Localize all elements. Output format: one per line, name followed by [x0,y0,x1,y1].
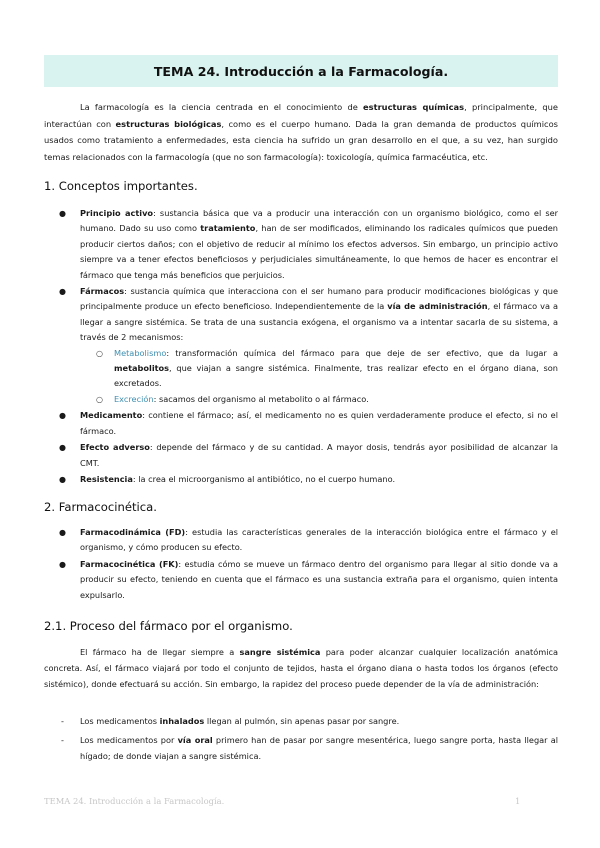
list-item-principio-activo: ● Principio activo: sustancia básica que va a producir una interacción con un organismo biológico, como el ser humano. Dado su uso como tratamiento, han de ser modificados, eliminando los radicales químicos que pueden producir ciertos daños; con el objetivo de reducir al mínimo los efectos adversos. Sin embargo, un principio activo siempre va a tener efectos beneficiosos y perjudiciales simultáneamente, lo que hemos de hacer es encontrar el fármaco que tenga más beneficios que perjuicios. [59,208,558,280]
list-item-resistencia: ● Resistencia: la crea el microorganismo al antibiótico, no el cuerpo humano. [44,472,558,487]
conceptos-list [44,206,558,488]
list-item-farmacodinamica: ● Farmacodinámica (FD): estudia las características generales de la interacción biológica entre el fármaco y el organismo, y cómo producen su efecto. [59,527,559,553]
list-item-farmacocinetica: ● Farmacocinética (FK): estudia cómo se mueve un fármaco dentro del organismo para llegar al sitio donde va a producir su efecto, teniendo en cuenta que el fármaco es una sustancia extraña para el organismo, quien intenta expulsarlo. [59,558,558,600]
bullet-icon: ● [59,411,66,421]
list-item-via-oral: - Los medicamentos por vía oral primero han de pasar por sangre mesentérica, luego sangre porta, hasta llegar al hígado; de donde viajan a sangre sistémica. [61,734,559,761]
circle-bullet-icon: ○ [96,348,103,358]
section-heading-proceso: 2.1. Proceso del fármaco por el organismo. [44,619,293,633]
list-item-medicamento: ● Medicamento: contiene el fármaco; así, el medicamento no es quien verdaderamente produce el efecto, si no el fármaco. [59,410,558,436]
mecanismos-sublist [80,346,558,408]
bullet-icon: ● [59,443,66,453]
section-heading-conceptos: 1. Conceptos importantes. [44,179,198,193]
list-item-efecto-adverso: ● Efecto adverso: depende del fármaco y de su cantidad. A mayor dosis, tendrás ayor posibilidad de alcanzar la CMT. [59,442,558,468]
list-item-inhalados: - Los medicamentos inhalados llegan al pulmón, sin apenas pasar por sangre. [44,714,558,730]
page-number: 1 [515,796,521,806]
proceso-paragraph: El fármaco ha de llegar siempre a sangre sistémica para poder alcanzar cualquier localización anatómica concreta. Así, el fármaco viajará por todo el conjunto de tejidos, hasta el órgano diana o hasta todos los órganos (efecto sistémico), donde efectuará su acción. Sin embargo, la rapidez del proceso puede depender de la vía de administración: [44,647,559,689]
sublist-item-metabolismo: ○ Metabolismo: transformación química del fármaco para que deje de ser efectivo, que da lugar a metabolitos, que viajan a sangre sistémica. Finalmente, tras realizar efecto en el órgano diana, son excretados. [96,347,558,389]
footer-title: TEMA 24. Introducción a la Farmacología. [44,796,225,806]
farmacocinetica-list [44,525,558,604]
circle-bullet-icon: ○ [96,394,103,404]
bullet-icon: ● [59,559,66,569]
bullet-icon: ● [59,287,66,297]
document-title: TEMA 24. Introducción a la Farmacología. [44,55,558,87]
list-item-farmacos: ● Fármacos: sustancia química que interacciona con el ser humano para producir modificaciones biológicas y que principalmente produce un efecto beneficioso. Independientemente de la vía de administración, el fármaco va a llegar a sangre sistémica. Se trata de una sustancia exógena, el organismo va a intentar sacarla de su sistema, a través de 2 mecanismos: ○ Metabolismo: transformación química del fármaco para que deje de ser efectivo, que da lugar a metabolitos, que viajan a sangre sistémica. Finalmente, tras realizar efecto en el órgano diana, son excretados. ○ Excreción: sacamos del organismo al metabolito o al fármaco. [44,284,558,407]
via-administracion-list [44,714,558,768]
bullet-icon: ● [59,209,66,218]
dash-bullet-icon: - [61,734,64,745]
sublist-item-excrecion: ○ Excreción: sacamos del organismo al metabolito o al fármaco. [80,392,558,407]
dash-bullet-icon: - [61,716,64,726]
bullet-icon: ● [59,528,66,537]
section-heading-farmacocinetica: 2. Farmacocinética. [44,500,157,514]
intro-paragraph: La farmacología es la ciencia centrada en el conocimiento de estructuras químicas, principalmente, que interactúan con estructuras biológicas, como es el cuerpo humano. Dada la gran demanda de productos químicos usados como tratamiento a enfermedades, esta ciencia ha sufrido un gran desarrollo en el que, a su vez, han surgido temas relacionados con la farmacología (que no son farmacología): toxicología, química farmacéutica, etc. [44,102,559,162]
bullet-icon: ● [59,474,66,484]
